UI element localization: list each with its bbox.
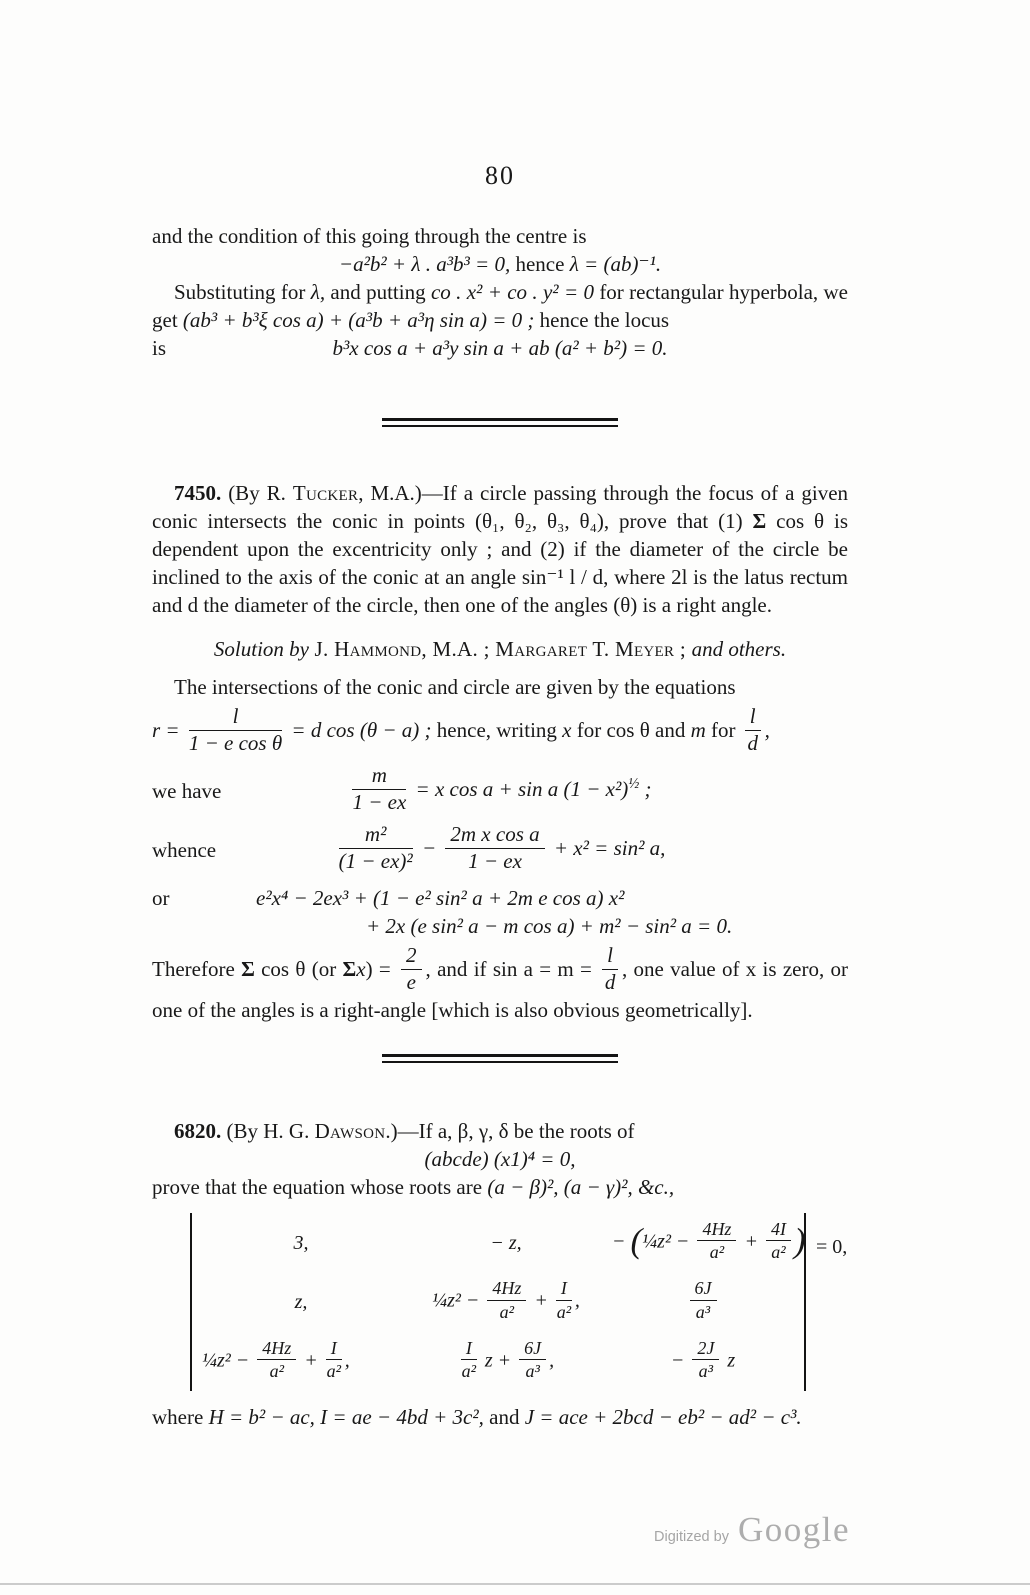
author-name: Tucker [292, 481, 359, 505]
big-paren-right: ) [793, 1220, 806, 1260]
page-number: 80 [485, 161, 515, 190]
text-run: (By R. [228, 481, 293, 505]
det-cell-r1c2: − z, [490, 1231, 522, 1254]
equation-word: hence [515, 252, 565, 276]
google-digitization-footer [654, 1510, 850, 1551]
intro-continuation-line: and the condition of this going through the centre is [152, 224, 587, 248]
math-run: r = [152, 717, 185, 742]
centre-condition-equation [152, 250, 848, 278]
half-exponent: ½ [628, 775, 640, 792]
fraction [602, 944, 618, 994]
or-row [152, 884, 848, 940]
text-run: cos θ (or [254, 956, 343, 981]
fraction-denominator: a² [461, 1360, 477, 1381]
determinant-block [190, 1213, 848, 1391]
det-cell-r3c2 [400, 1337, 612, 1383]
math-run: ¼z² − [202, 1349, 255, 1371]
math-run: ¼z² − [432, 1289, 485, 1312]
text-run: hence the locus [534, 308, 670, 332]
fraction [745, 705, 761, 755]
r-equation-line [152, 704, 848, 757]
math-run: m [690, 717, 706, 742]
fraction-denominator: a² [269, 1360, 284, 1381]
det-cell-r3c1 [202, 1337, 400, 1383]
fraction-numerator: I [326, 1338, 342, 1360]
sigma-symbol: Σ [241, 956, 255, 981]
fraction-numerator: 6J [519, 1338, 546, 1360]
math-run: , [344, 1349, 350, 1371]
math-run: ¼z² − [642, 1230, 695, 1253]
text-run: , M.A.)—If a circle passing through the focus of a given conic intersects the conic in points (θ₁, θ₂, θ₃, θ₄), prove that (1) [152, 481, 849, 533]
det-cell-r2c2 [400, 1280, 612, 1323]
fraction-numerator: 6J [690, 1278, 717, 1300]
fraction [461, 1338, 477, 1381]
fraction-numerator: m [352, 764, 406, 790]
fraction [445, 823, 544, 873]
determinant-equals-zero: = 0, [816, 1236, 848, 1259]
math-run: = d cos (θ − a) ; [286, 717, 437, 742]
fraction-numerator: l [745, 705, 761, 731]
math-run: H = b² − ac, I = ae − 4bd + 3c², [208, 1405, 484, 1430]
quartic-line-2: + 2x (e sin² a − m cos a) + m² − sin² a = 0. [366, 914, 733, 939]
fraction-numerator: l [189, 705, 282, 731]
fraction [690, 1278, 717, 1321]
fraction [339, 823, 413, 873]
math-run: − [416, 835, 442, 860]
fraction-denominator: a² [556, 1301, 572, 1322]
fraction-numerator: 2m x cos a [445, 823, 544, 849]
whence-row [152, 822, 848, 875]
math-run: + x² = sin² a, [548, 835, 666, 860]
fraction-numerator: 2J [692, 1338, 719, 1360]
solution-intro-line: The intersections of the conic and circle are given by the equations [174, 675, 736, 699]
text-run: (By H. G. [226, 1119, 315, 1144]
fraction-numerator: 4I [766, 1219, 791, 1241]
is-label: is [152, 336, 167, 360]
fraction [257, 1338, 296, 1381]
text-run: , one value of x is zero, or one of the angles is a right-angle [which is also obvious geometrically]. [152, 956, 849, 1023]
text-run: hence, writing [436, 717, 563, 742]
fraction [189, 705, 282, 755]
we-have-label: we have [152, 779, 222, 804]
det-cell-r1c3 [612, 1219, 806, 1264]
fraction-denominator: a² [771, 1242, 786, 1263]
text-run: for rectangular hyperbola, we get [152, 280, 848, 332]
fraction-denominator: 1 − ex [468, 848, 522, 873]
det-cell-r2c3 [612, 1280, 794, 1323]
solution-byline [152, 635, 848, 663]
fraction-denominator: e [406, 969, 416, 994]
math-run: + [529, 1289, 553, 1312]
fraction [519, 1338, 546, 1381]
fraction-numerator: 2 [401, 944, 422, 970]
fraction [556, 1278, 572, 1321]
invariants-definition-line [152, 1403, 848, 1431]
fraction-denominator: (1 − ex)² [338, 848, 413, 873]
math-run: z [722, 1349, 736, 1371]
locus-equation: b³x cos a + a³y sin a + ab (a² + b²) = 0. [332, 336, 668, 360]
text-run: ) = [365, 956, 398, 981]
equation [335, 822, 666, 873]
text-run: where [152, 1405, 209, 1430]
fraction-numerator: 4Hz [697, 1219, 736, 1241]
text-run: cos θ is dependent upon the excentricity only ; and (2) if the diameter of the circle be inclined to the axis of the conic at an angle sin⁻¹ l / d, where 2l is the latus rectum and d the diameter of the circle, then one of the angles (θ) is a right angle. [152, 509, 848, 617]
substituting-paragraph [152, 278, 848, 334]
fraction-denominator: a³ [698, 1360, 714, 1381]
math-run: co . x² + co . y² = 0 [430, 280, 594, 304]
whence-label: whence [152, 838, 217, 863]
prove-line [152, 1173, 848, 1201]
fraction-denominator: a³ [695, 1301, 711, 1322]
fraction [697, 1219, 736, 1262]
text-run: Therefore [152, 956, 242, 981]
math-run: − [612, 1230, 631, 1253]
math-run: x [562, 717, 572, 742]
equation [348, 763, 652, 814]
equation-run: −a²b² + λ . a³b³ = 0, [338, 252, 511, 276]
fraction-denominator: a³ [525, 1360, 540, 1381]
solver-names: J. Hammond, M.A. ; Margaret T. Meyer ; [308, 637, 692, 661]
math-run: = x cos a + sin a (1 − x²) [410, 776, 629, 801]
fraction-numerator: I [556, 1278, 572, 1300]
det-cell-r3c3 [612, 1337, 794, 1383]
section-divider [382, 1054, 618, 1063]
fraction-denominator: a² [499, 1301, 515, 1322]
fraction [766, 1219, 791, 1262]
quartic-root-equation: (abcde) (x1)⁴ = 0, [424, 1147, 576, 1172]
byline-prefix: Solution by [213, 637, 309, 661]
math-run: , [549, 1349, 555, 1371]
math-run: , [574, 1289, 580, 1312]
fraction-denominator: a² [326, 1360, 341, 1381]
fraction-numerator: I [461, 1338, 477, 1360]
digitized-by-label: Digitized by [654, 1529, 729, 1545]
math-run: − [670, 1349, 690, 1371]
locus-equation-row [152, 334, 848, 362]
text-run: and [483, 1405, 525, 1430]
section-divider [382, 418, 618, 427]
problem-number: 7450. [174, 481, 222, 505]
det-cell-r1c1: 3, [293, 1231, 309, 1254]
sigma-symbol: Σ [752, 509, 767, 533]
problem-number: 6820. [174, 1119, 222, 1144]
text-run: and putting [325, 280, 431, 304]
byline-suffix: and others. [691, 637, 787, 661]
fraction-numerator: m² [339, 823, 413, 849]
math-run: J = ace + 2bcd − eb² − ad² − c³. [524, 1405, 802, 1430]
equation-run: λ = (ab)⁻¹. [569, 252, 662, 276]
fraction [692, 1338, 719, 1381]
text-run: , and if sin a = m = [425, 956, 599, 981]
determinant-matrix [190, 1213, 806, 1391]
fraction-denominator: a² [709, 1242, 725, 1263]
fraction-numerator: l [602, 944, 618, 970]
text-run: for [705, 717, 741, 742]
or-label: or [152, 886, 170, 911]
math-run: , [764, 717, 770, 742]
math-run: + [739, 1230, 763, 1253]
fraction-denominator: 1 − ex [352, 789, 407, 814]
problem-7450-paragraph [152, 479, 848, 619]
therefore-paragraph [152, 943, 849, 1024]
math-run: (a − β)², (a − γ)², &c., [487, 1175, 675, 1200]
fraction [487, 1278, 526, 1321]
text-run: for cos θ and [571, 717, 691, 742]
fraction-numerator: 4Hz [257, 1338, 296, 1360]
google-logo: Google [737, 1510, 850, 1549]
problem-6820-paragraph [152, 1117, 848, 1145]
quartic-line-1: e²x⁴ − 2ex³ + (1 − e² sin² a + 2m e cos a) x² [256, 886, 625, 911]
big-paren-left: ( [630, 1220, 643, 1260]
fraction [326, 1338, 342, 1381]
math-run: ; [639, 776, 652, 801]
fraction-denominator: d [604, 969, 616, 994]
fraction-denominator: 1 − e cos θ [188, 730, 283, 755]
math-run: (ab³ + b³ξ cos a) + (a³b + a³η sin a) = 0 ; [182, 308, 535, 332]
math-run: λ, [310, 280, 326, 304]
text-run: Substituting for [174, 280, 311, 304]
math-run: z + [479, 1349, 517, 1371]
det-cell-r2c1: z, [294, 1291, 308, 1314]
sigma-symbol: Σ [342, 956, 357, 981]
we-have-row [152, 763, 848, 816]
math-run: x [356, 956, 366, 981]
fraction [401, 944, 422, 994]
fraction-numerator: 4Hz [487, 1278, 526, 1300]
math-run: + [299, 1349, 323, 1371]
page-edge-line [0, 1583, 1030, 1585]
fraction [352, 764, 406, 814]
text-run: prove that the equation whose roots are [152, 1175, 488, 1200]
text-run: .)—If a, β, γ, δ be the roots of [385, 1119, 635, 1144]
author-name: Dawson [314, 1119, 386, 1144]
fraction-denominator: d [747, 730, 758, 755]
